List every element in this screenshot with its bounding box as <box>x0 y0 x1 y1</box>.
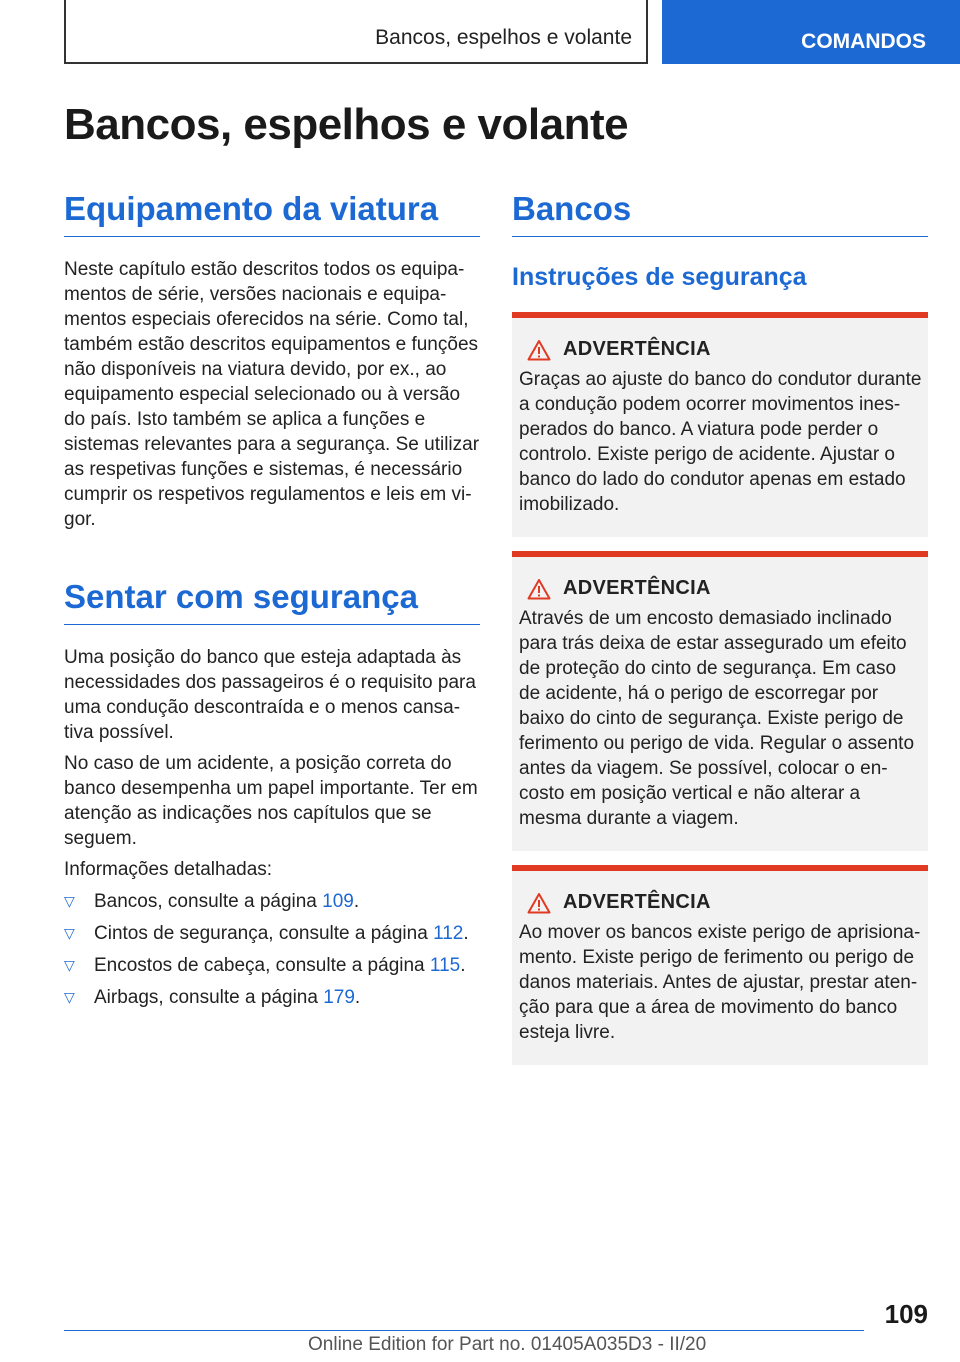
chapter-title: Bancos, espelhos e volante <box>375 26 632 49</box>
page-link-109[interactable]: 109 <box>322 891 354 912</box>
page-link-179[interactable]: 179 <box>323 987 355 1008</box>
page-title: Bancos, espelhos e volante <box>64 100 629 149</box>
info-label: Informações detalhadas: <box>64 859 273 880</box>
list-item: ▽ Bancos, consulte a página 109. <box>64 891 360 912</box>
info-list <box>64 889 480 1010</box>
warning-triangle-icon <box>527 578 551 600</box>
heading-sentar: Sentar com segurança <box>64 578 480 625</box>
warning-triangle-icon <box>527 339 551 361</box>
list-item: ▽ Cintos de segurança, consulte a página 112. <box>64 923 469 944</box>
warning-title: ADVERTÊNCIA <box>563 577 711 599</box>
paragraph-equipamento: Neste capítulo estão descritos todos os equipamentos de série, versões nacionais e equipamentos especiais oferecidos na série. Como tal, também estão descritos equipamentos e funções não disponíveis na viatura devido, por ex., ao equipamento especial selecionado ou à versão do país. Isto também se aplica a funções e sistemas relevantes para a segurança. Se utilizar as respetivas funções e sistemas, é necessário cumprir os respetivos regulamentos e leis em vigor. <box>64 259 480 530</box>
triangle-bullet-icon: ▽ <box>64 989 75 1005</box>
paragraph-sentar-2: No caso de um acidente, a posição correta do banco desempenha um papel importante. Ter em atenção as indicações nos capítulos que se seguem. <box>64 753 478 849</box>
warning-title: ADVERTÊNCIA <box>563 891 711 913</box>
page-number: 109 <box>884 1299 928 1329</box>
heading-instrucoes: Instruções de segurança <box>512 263 807 291</box>
page-link-112[interactable]: 112 <box>433 923 464 944</box>
right-column <box>512 190 928 1065</box>
footer-divider <box>64 1330 864 1331</box>
section-tab-label: COMANDOS <box>801 30 926 53</box>
warning-text: Ao mover os bancos existe perigo de aprisionamento. Existe perigo de ferimento ou perigo de danos materiais. Antes de ajustar, prestar atenção para que a área de movimento do banco esteja livre. <box>519 922 921 1043</box>
warning-title: ADVERTÊNCIA <box>563 338 711 360</box>
section-tab[interactable] <box>662 0 960 64</box>
left-column <box>64 190 480 1010</box>
triangle-bullet-icon: ▽ <box>64 893 75 909</box>
footer-edition <box>308 1334 706 1356</box>
paragraph-sentar-1: Uma posição do banco que esteja adaptada às necessidades dos passageiros é o requisito para uma condução descontraída e o menos cansativa possível. <box>64 647 476 743</box>
warning-triangle-icon <box>527 892 551 914</box>
list-item: ▽ Airbags, consulte a página 179. <box>64 987 361 1008</box>
running-header <box>64 0 648 64</box>
warning-text: Através de um encosto demasiado inclinado para trás deixa de estar assegurado um efeito de proteção do cinto de segurança. Em caso de acidente, há o perigo de escorregar por baixo do cinto de segurança. Existe perigo de ferimento ou perigo de vida. Regular o assento antes da viagem. Se possível, colocar o encosto em posição vertical e não alterar a mesma durante a viagem. <box>519 608 915 829</box>
page-link-115[interactable]: 115 <box>429 955 461 976</box>
warning-header <box>519 338 922 361</box>
triangle-bullet-icon: ▽ <box>64 925 75 941</box>
warning-box <box>512 312 928 537</box>
triangle-bullet-icon: ▽ <box>64 957 75 973</box>
warning-box <box>512 865 928 1065</box>
list-item: ▽ Encostos de cabeça, consulte a página 115. <box>64 955 466 976</box>
warning-header <box>519 891 922 914</box>
warning-header <box>519 577 922 600</box>
heading-equipamento: Equipamento da viatura <box>64 190 480 237</box>
heading-bancos: Bancos <box>512 190 928 237</box>
footer-edition-text: Online Edition for Part no. 01405A035D3 - II/20 <box>308 1334 707 1355</box>
warning-text: Graças ao ajuste do banco do condutor durante a condução podem ocorrer movimentos inesperados do banco. A viatura pode perder o controlo. Existe perigo de acidente. Ajustar o banco do lado do condutor apenas em estado imobilizado. <box>519 369 922 515</box>
warning-box <box>512 551 928 851</box>
